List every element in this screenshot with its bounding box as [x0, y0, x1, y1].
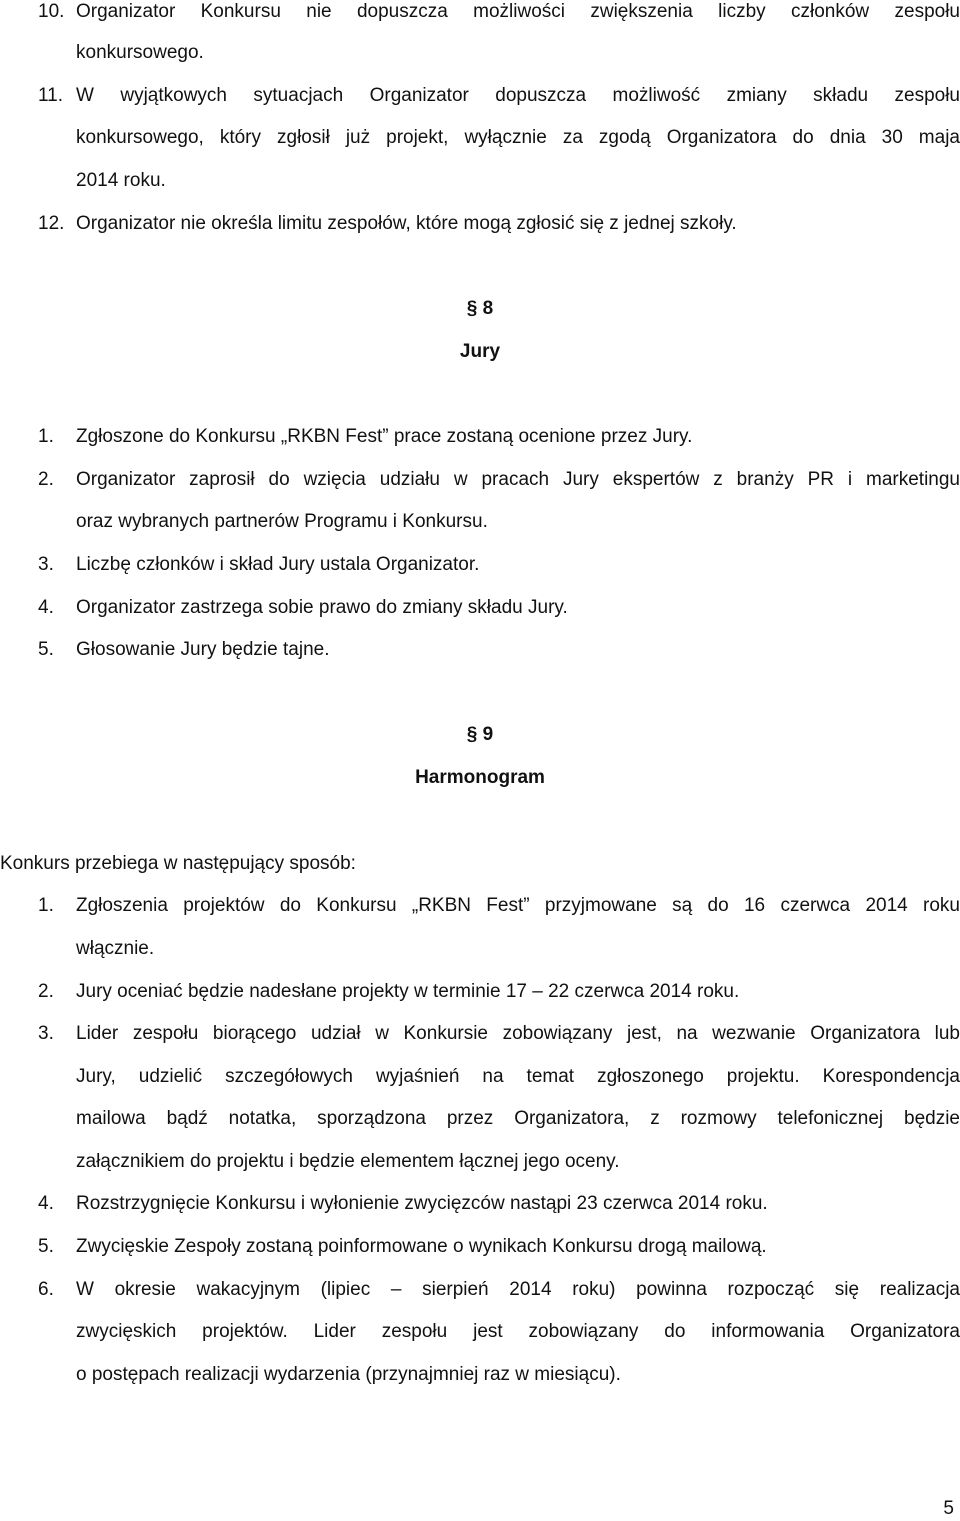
- page-number: 5: [943, 1498, 954, 1519]
- list-item-number: 2.: [38, 981, 54, 1002]
- list-item-line: włącznie.: [76, 938, 155, 959]
- list-item-number: 3.: [38, 1023, 54, 1044]
- list-item-line: zwycięskich projektów. Lider zespołu jest zobowiązany do informowania Organizatora: [76, 1321, 960, 1342]
- list-item-number: 1.: [38, 895, 54, 916]
- list-item-line: Jury oceniać będzie nadesłane projekty w terminie 17 – 22 czerwca 2014 roku.: [76, 981, 740, 1002]
- list-item-line: konkursowego.: [76, 42, 204, 63]
- list-item-line: o postępach realizacji wydarzenia (przynajmniej raz w miesiącu).: [76, 1364, 621, 1385]
- list-item-line: mailowa bądź notatka, sporządzona przez Organizatora, z rozmowy telefonicznej będzie: [76, 1108, 960, 1129]
- list-item-line: Głosowanie Jury będzie tajne.: [76, 639, 330, 660]
- list-item-line: Lider zespołu biorącego udział w Konkursie zobowiązany jest, na wezwanie Organizatora lub: [76, 1023, 960, 1044]
- list-item-line: Rozstrzygnięcie Konkursu i wyłonienie zwycięzców nastąpi 23 czerwca 2014 roku.: [76, 1193, 768, 1214]
- list-item-number: 3.: [38, 554, 54, 575]
- list-item-number: 6.: [38, 1279, 54, 1300]
- list-item-line: Organizator nie określa limitu zespołów, które mogą zgłosić się z jednej szkoły.: [76, 213, 737, 234]
- list-item-line: Jury, udzielić szczegółowych wyjaśnień na temat zgłoszonego projektu. Korespondencja: [76, 1066, 960, 1087]
- list-item-number: 2.: [38, 469, 54, 490]
- list-item-line: W okresie wakacyjnym (lipiec – sierpień 2014 roku) powinna rozpocząć się realizacja: [76, 1279, 960, 1300]
- list-item-line: Zgłoszone do Konkursu „RKBN Fest” prace zostaną ocenione przez Jury.: [76, 426, 693, 447]
- list-item-line: oraz wybranych partnerów Programu i Konkursu.: [76, 511, 488, 532]
- list-item-line: załącznikiem do projektu i będzie elementem łącznej jego oceny.: [76, 1151, 620, 1172]
- list-item-number: 4.: [38, 597, 54, 618]
- list-item-line: 2014 roku.: [76, 170, 166, 191]
- section-9-symbol: § 9: [466, 724, 494, 745]
- list-item-number: 5.: [38, 1236, 54, 1257]
- list-item-number: 12.: [38, 213, 65, 234]
- list-item-number: 4.: [38, 1193, 54, 1214]
- list-item-number: 5.: [38, 639, 54, 660]
- list-item-line: Liczbę członków i skład Jury ustala Organizator.: [76, 554, 480, 575]
- list-item-line: konkursowego, który zgłosił już projekt, wyłącznie za zgodą Organizatora do dnia 30 maja: [76, 127, 960, 148]
- section-9-intro: Konkurs przebiega w następujący sposób:: [0, 853, 356, 874]
- list-item-line: W wyjątkowych sytuacjach Organizator dopuszcza możliwość zmiany składu zespołu: [76, 85, 960, 106]
- list-item-number: 1.: [38, 426, 54, 447]
- list-item-number: 11.: [38, 85, 64, 106]
- list-item-line: Organizator Konkursu nie dopuszcza możliwości zwiększenia liczby członków zespołu: [76, 1, 960, 22]
- list-item-line: Organizator zaprosił do wzięcia udziału w pracach Jury ekspertów z branży PR i marketingu: [76, 469, 960, 490]
- list-item-line: Zwycięskie Zespoły zostaną poinformowane o wynikach Konkursu drogą mailową.: [76, 1236, 767, 1257]
- section-9-title: Harmonogram: [415, 767, 545, 788]
- list-item-line: Zgłoszenia projektów do Konkursu „RKBN Fest” przyjmowane są do 16 czerwca 2014 roku: [76, 895, 960, 916]
- list-item-number: 10.: [38, 1, 65, 22]
- list-item-line: Organizator zastrzega sobie prawo do zmiany składu Jury.: [76, 597, 568, 618]
- section-8-symbol: § 8: [466, 298, 494, 319]
- section-8-title: Jury: [459, 341, 501, 362]
